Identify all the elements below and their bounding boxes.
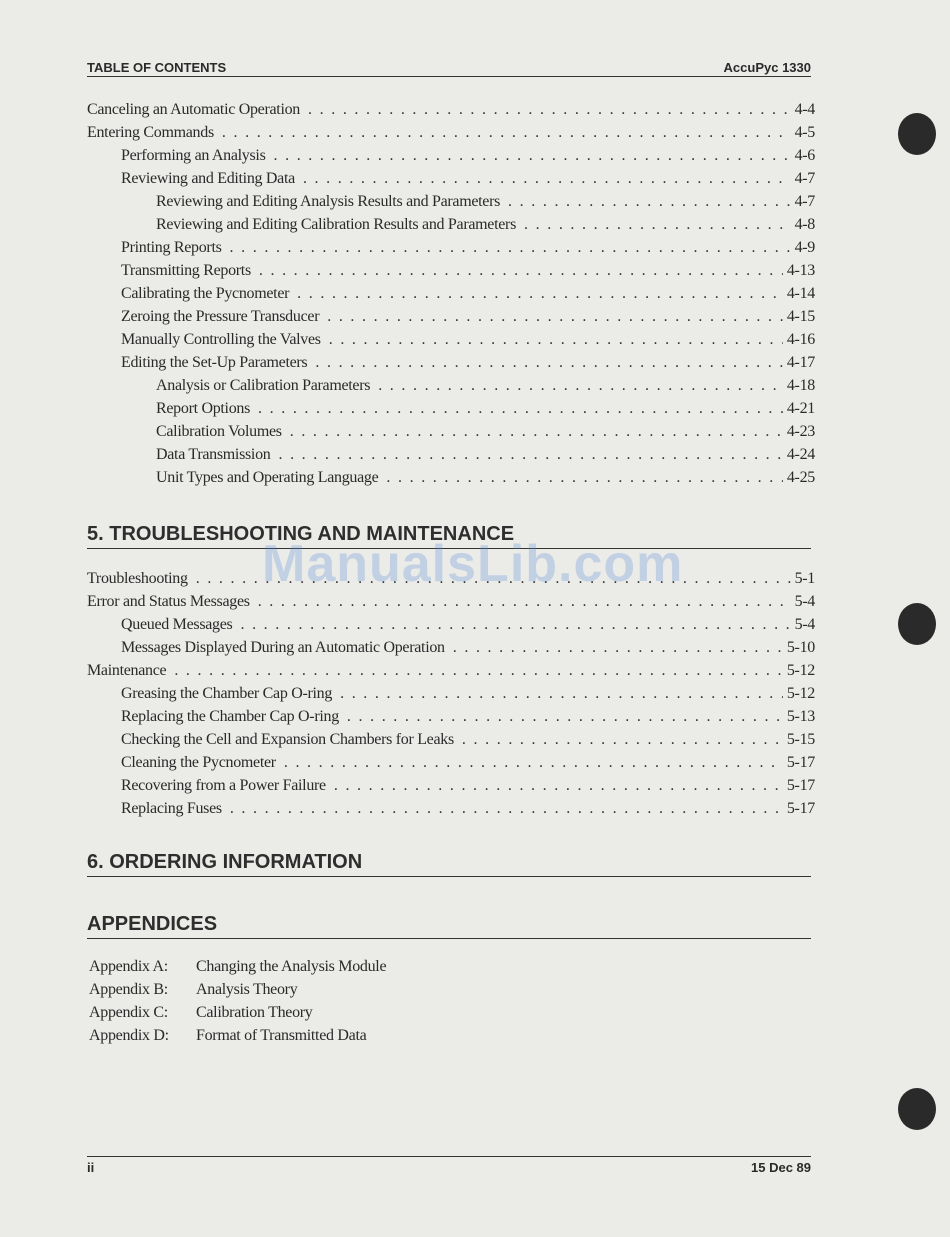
toc-entry-page: 5-4: [794, 593, 815, 610]
toc-entry-page: 5-17: [786, 777, 815, 794]
toc-entry-page: 4-5: [794, 124, 815, 141]
toc-entry-title: Troubleshooting: [87, 570, 188, 587]
toc-entry-title: Replacing Fuses: [121, 800, 222, 817]
dot-leader: [329, 331, 783, 349]
appendix-title: Format of Transmitted Data: [196, 1027, 367, 1044]
toc-entry-title: Replacing the Chamber Cap O-ring: [121, 708, 339, 725]
dot-leader: [303, 170, 791, 188]
toc-entry-title: Maintenance: [87, 662, 167, 679]
appendix-title: Calibration Theory: [196, 1004, 313, 1021]
appendix-key: Appendix D:: [89, 1027, 169, 1044]
toc-entry: [87, 616, 815, 639]
toc-chapter-5-list: [87, 570, 815, 823]
toc-entry-title: Transmitting Reports: [121, 262, 251, 279]
toc-entry-page: 4-13: [786, 262, 815, 279]
dot-leader: [334, 777, 783, 795]
toc-entry: [87, 570, 815, 593]
toc-entry: [87, 593, 815, 616]
toc-entry-page: 4-8: [794, 216, 815, 233]
toc-entry: [87, 285, 815, 308]
footer-date: 15 Dec 89: [751, 1160, 811, 1175]
toc-entry: [87, 400, 815, 423]
dot-leader: [196, 570, 791, 588]
appendices-heading: APPENDICES: [87, 913, 811, 939]
dot-leader: [290, 423, 783, 441]
toc-entry: [87, 308, 815, 331]
appendix-key: Appendix A:: [89, 958, 168, 975]
dot-leader: [174, 662, 783, 680]
footer-page-number: ii: [87, 1160, 95, 1175]
toc-entry-page: 5-17: [786, 800, 815, 817]
toc-entry-title: Entering Commands: [87, 124, 214, 141]
toc-entry: [87, 331, 815, 354]
toc-entry-page: 4-6: [794, 147, 815, 164]
toc-entry-page: 4-24: [786, 446, 815, 463]
toc-entry-page: 5-17: [786, 754, 815, 771]
toc-entry-page: 5-12: [786, 662, 815, 679]
toc-entry-title: Messages Displayed During an Automatic Operation: [121, 639, 445, 656]
header-product-name: AccuPyc 1330: [723, 60, 811, 75]
appendix-entry: [89, 981, 386, 1004]
toc-entry-page: 4-9: [794, 239, 815, 256]
toc-entry: [87, 662, 815, 685]
binder-hole: [898, 1088, 936, 1130]
toc-entry-page: 5-13: [786, 708, 815, 725]
toc-entry: [87, 708, 815, 731]
toc-entry-page: 4-16: [786, 331, 815, 348]
appendix-title: Changing the Analysis Module: [196, 958, 387, 975]
dot-leader: [462, 731, 783, 749]
toc-entry-title: Reviewing and Editing Data: [121, 170, 295, 187]
page-footer: [87, 1156, 811, 1178]
toc-entry-page: 4-4: [794, 101, 815, 118]
appendix-entry: [89, 1004, 386, 1027]
toc-entry: [87, 800, 815, 823]
appendix-title: Analysis Theory: [196, 981, 298, 998]
toc-entry-title: Greasing the Chamber Cap O-ring: [121, 685, 333, 702]
toc-entry: [87, 685, 815, 708]
dot-leader: [347, 708, 783, 726]
toc-entry: [87, 469, 815, 492]
toc-entry-title: Calibrating the Pycnometer: [121, 285, 290, 302]
section-5-heading: 5. TROUBLESHOOTING AND MAINTENANCE: [87, 523, 811, 549]
toc-entry: [87, 423, 815, 446]
toc-entry-title: Performing an Analysis: [121, 147, 266, 164]
toc-entry: [87, 216, 815, 239]
toc-entry-page: 5-15: [786, 731, 815, 748]
toc-entry: [87, 446, 815, 469]
toc-entry-title: Zeroing the Pressure Transducer: [121, 308, 320, 325]
toc-entry-title: Report Options: [156, 400, 251, 417]
toc-entry-page: 5-4: [794, 616, 815, 633]
toc-entry-title: Unit Types and Operating Language: [156, 469, 379, 486]
toc-entry-page: 4-15: [786, 308, 815, 325]
toc-entry-title: Calibration Volumes: [156, 423, 282, 440]
dot-leader: [259, 262, 783, 280]
dot-leader: [240, 616, 790, 634]
dot-leader: [308, 101, 791, 119]
toc-entry: [87, 731, 815, 754]
appendix-key: Appendix C:: [89, 1004, 168, 1021]
toc-entry-title: Reviewing and Editing Calibration Results and Parameters: [156, 216, 517, 233]
toc-entry-page: 5-10: [786, 639, 815, 656]
toc-entry-page: 4-17: [786, 354, 815, 371]
dot-leader: [453, 639, 783, 657]
dot-leader: [327, 308, 783, 326]
dot-leader: [278, 446, 782, 464]
header-section-title: TABLE OF CONTENTS: [87, 60, 227, 75]
dot-leader: [258, 400, 783, 418]
toc-entry: [87, 193, 815, 216]
appendix-key: Appendix B:: [89, 981, 168, 998]
dot-leader: [315, 354, 782, 372]
toc-entry-page: 4-23: [786, 423, 815, 440]
appendix-entry: [89, 1027, 386, 1050]
dot-leader: [258, 593, 791, 611]
appendix-entry: [89, 958, 386, 981]
dot-leader: [524, 216, 791, 234]
appendices-list: [89, 958, 386, 1050]
toc-entry: [87, 101, 815, 124]
dot-leader: [386, 469, 782, 487]
toc-entry-title: Manually Controlling the Valves: [121, 331, 321, 348]
toc-entry: [87, 377, 815, 400]
dot-leader: [508, 193, 791, 211]
toc-entry: [87, 639, 815, 662]
watermark: ManualsLib.com: [262, 535, 684, 593]
toc-entry-page: 4-7: [794, 193, 815, 210]
toc-entry-title: Recovering from a Power Failure: [121, 777, 326, 794]
toc-entry-page: 4-7: [794, 170, 815, 187]
toc-entry-page: 5-12: [786, 685, 815, 702]
toc-entry-page: 4-25: [786, 469, 815, 486]
dot-leader: [230, 800, 783, 818]
dot-leader: [378, 377, 783, 395]
toc-entry-title: Printing Reports: [121, 239, 222, 256]
binder-hole: [898, 113, 936, 155]
toc-entry-page: 4-21: [786, 400, 815, 417]
toc-entry-title: Error and Status Messages: [87, 593, 250, 610]
toc-entry: [87, 777, 815, 800]
toc-entry-title: Data Transmission: [156, 446, 271, 463]
toc-entry-title: Checking the Cell and Expansion Chambers for Leaks: [121, 731, 454, 748]
toc-entry-title: Analysis or Calibration Parameters: [156, 377, 371, 394]
toc-entry: [87, 170, 815, 193]
toc-entry-page: 5-1: [794, 570, 815, 587]
toc-entry: [87, 354, 815, 377]
toc-chapter-4-list: [87, 101, 815, 492]
dot-leader: [230, 239, 791, 257]
page-header: [87, 60, 811, 77]
toc-entry: [87, 147, 815, 170]
toc-entry-page: 4-18: [786, 377, 815, 394]
section-6-heading: 6. ORDERING INFORMATION: [87, 851, 811, 877]
toc-entry: [87, 754, 815, 777]
toc-entry-title: Cleaning the Pycnometer: [121, 754, 276, 771]
dot-leader: [274, 147, 791, 165]
toc-entry: [87, 239, 815, 262]
toc-entry: [87, 262, 815, 285]
toc-entry: [87, 124, 815, 147]
toc-entry-page: 4-14: [786, 285, 815, 302]
dot-leader: [340, 685, 783, 703]
toc-entry-title: Editing the Set-Up Parameters: [121, 354, 308, 371]
toc-entry-title: Reviewing and Editing Analysis Results and Parameters: [156, 193, 501, 210]
toc-entry-title: Canceling an Automatic Operation: [87, 101, 301, 118]
toc-entry-title: Queued Messages: [121, 616, 233, 633]
binder-hole: [898, 603, 936, 645]
dot-leader: [297, 285, 783, 303]
dot-leader: [222, 124, 791, 142]
dot-leader: [284, 754, 783, 772]
